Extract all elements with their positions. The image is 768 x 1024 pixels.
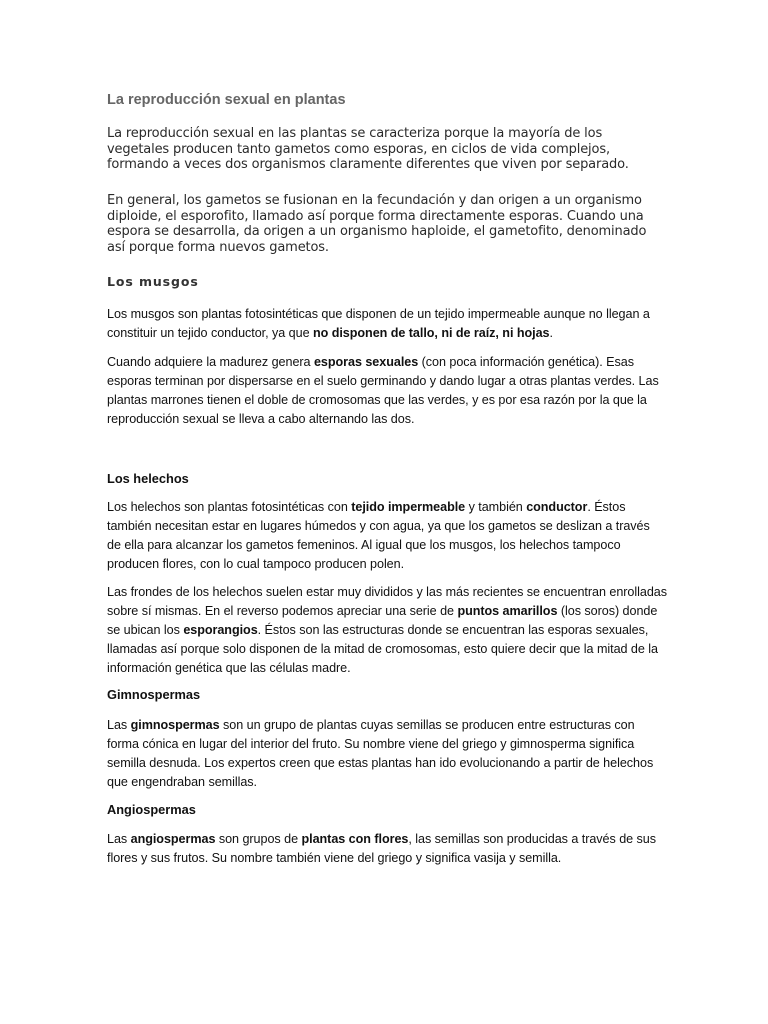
document-title: La reproducción sexual en plantas <box>107 92 346 108</box>
intro-paragraph-2: En general, los gametos se fusionan en la fecundación y dan origen a un organismo diploide, el esporofito, llamado así porque forma directamente esporas. Cuando una espora se desarrolla, da origen a un organismo haploide, el gametofito, denominado así porque forma nuevos gametos. <box>107 193 647 255</box>
section-heading-helechos: Los helechos <box>107 471 189 486</box>
gimnospermas-paragraph: Las gimnospermas son un grupo de plantas cuyas semillas se producen entre estructuras con forma cónica en lugar del interior del fruto. Su nombre viene del griego y gimnosperma significa semilla desnuda. Los expertos creen que estas plantas han ido evolucionando a partir de helechos que engendraban semillas. <box>107 718 654 790</box>
section-heading-musgos: Los musgos <box>107 274 199 289</box>
helechos-paragraph-2: Las frondes de los helechos suelen estar muy divididos y las más recientes se encuentran enrolladas sobre sí mismas. En el reverso podemos apreciar una serie de puntos amarillos (los soros) donde se ubican los esporangios. Éstos son las estructuras donde se encuentran las esporas sexuales, llamadas así porque solo disponen de la mitad de cromosomas, esto quiere decir que la mitad de la información genética que las células madre. <box>107 585 667 676</box>
section-heading-angiospermas: Angiospermas <box>107 802 196 817</box>
section-heading-gimnospermas: Gimnospermas <box>107 687 201 702</box>
helechos-paragraph-1: Los helechos son plantas fotosintéticas con tejido impermeable y también conductor. Éstos también necesitan estar en lugares húmedos y con agua, ya que los gametos se deslizan a través de ella para alcanzar los gametos femeninos. Al igual que los musgos, los helechos tampoco producen flores, con lo cual tampoco producen polen. <box>107 500 650 572</box>
musgos-paragraph-1: Los musgos son plantas fotosintéticas que disponen de un tejido impermeable aunque no llegan a constituir un tejido conductor, ya que no disponen de tallo, ni de raíz, ni hojas. <box>107 307 650 341</box>
musgos-paragraph-2: Cuando adquiere la madurez genera esporas sexuales (con poca información genética). Esas esporas terminan por dispersarse en el suelo germinando y dando lugar a otras plantas verdes. Las plantas marrones tienen el doble de cromosomas que las verdes, y es por esa razón por la que la reproducción sexual se lleva a cabo alternando las dos. <box>107 355 659 427</box>
intro-paragraph-1: La reproducción sexual en las plantas se caracteriza porque la mayoría de los vegetales producen tanto gametos como esporas, en ciclos de vida complejos, formando a veces dos organismos claramente diferentes que viven por separado. <box>107 126 629 173</box>
angiospermas-paragraph: Las angiospermas son grupos de plantas con flores, las semillas son producidas a través de sus flores y sus frutos. Su nombre también viene del griego y significa vasija y semilla. <box>107 832 657 866</box>
